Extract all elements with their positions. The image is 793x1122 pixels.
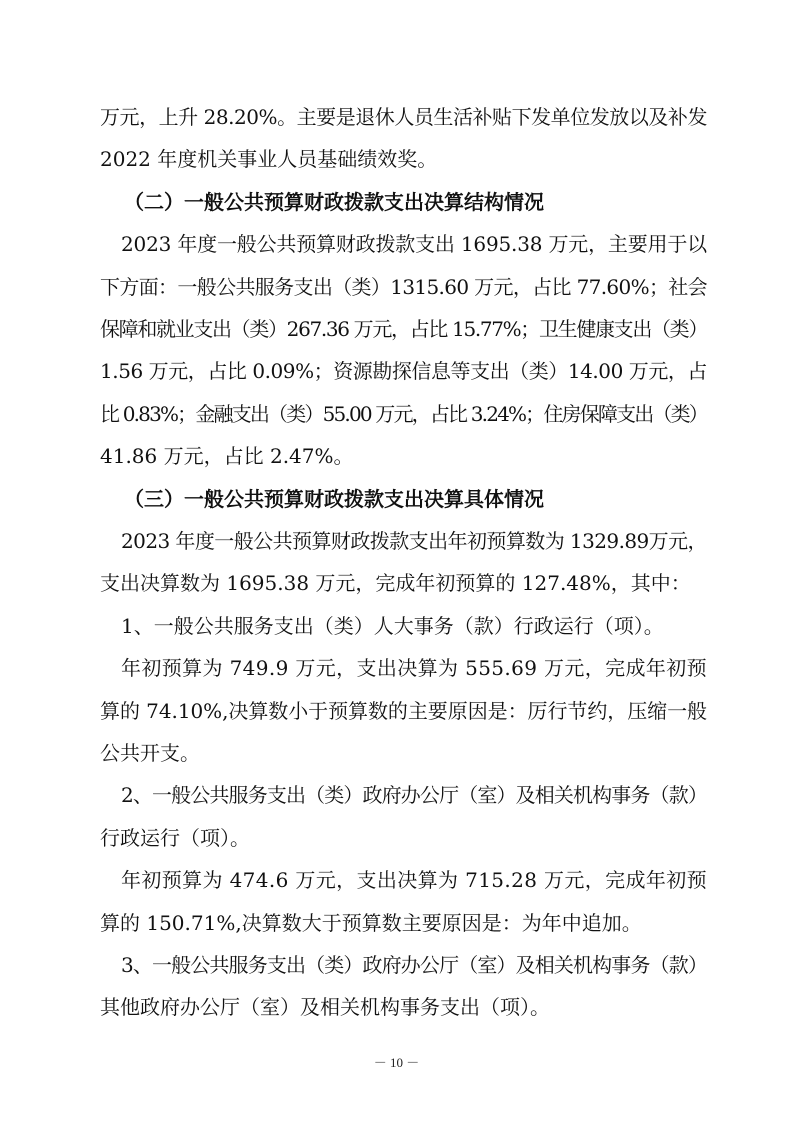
- text-line: [100, 993, 707, 1021]
- text-line: [100, 315, 707, 343]
- text-line-content: 3、一般公共服务支出（类）政府办公厅（室）及相关机构事务（款）: [121, 953, 707, 977]
- text-line: [100, 145, 707, 173]
- text-line: [100, 400, 707, 428]
- text-line-content: 保障和就业支出（类）267.36 万元，占比 15.77%；卫生健康支出（类）: [100, 317, 707, 341]
- text-line-content: 1、一般公共服务支出（类）人大事务（款）行政运行（项）。: [121, 613, 664, 638]
- text-line-content: （三）一般公共预算财政拨款支出决算具体情况: [124, 486, 544, 511]
- text-line: [121, 781, 707, 809]
- text-line: [121, 951, 707, 979]
- text-line: [100, 357, 707, 385]
- section-heading: [124, 485, 707, 513]
- text-line: [100, 824, 707, 852]
- text-line: [100, 739, 707, 767]
- page-number: － 10 －: [373, 1055, 420, 1070]
- text-line-content: 2023 年度一般公共预算财政拨款支出年初预算数为 1329.89万元，: [121, 529, 707, 553]
- text-line-content: （二）一般公共预算财政拨款支出决算结构情况: [124, 189, 544, 214]
- text-line-content: 支出决算数为 1695.38 万元，完成年初预算的 127.48%，其中：: [100, 571, 691, 596]
- text-line-content: 1.56 万元，占比 0.09%；资源勘探信息等支出（类）14.00 万元，占: [100, 359, 707, 384]
- text-line-content: 2、一般公共服务支出（类）政府办公厅（室）及相关机构事务（款）: [121, 783, 707, 808]
- text-line-content: 年初预算为 749.9 万元，支出决算为 555.69 万元，完成年初预: [121, 656, 707, 681]
- text-line-content: 万元，上升 28.20%。主要是退休人员生活补贴下发单位发放以及补发: [100, 105, 707, 129]
- text-line: [121, 527, 707, 555]
- text-line-content: 算的 74.10%,决算数小于预算数的主要原因是：厉行节约，压缩一般: [100, 698, 707, 723]
- section-heading: [124, 188, 707, 216]
- text-line: [100, 442, 707, 470]
- text-line: [100, 103, 707, 131]
- text-line: [100, 909, 707, 937]
- text-line-content: 其他政府办公厅（室）及相关机构事务支出（项）。: [100, 995, 550, 1020]
- text-line-content: 行政运行（项）。: [100, 825, 250, 850]
- text-line: [100, 697, 707, 725]
- text-line: [100, 273, 707, 301]
- text-line: [121, 654, 707, 682]
- text-line-content: 2022 年度机关事业人员基础绩效奖。: [100, 147, 438, 172]
- text-line: [121, 866, 707, 894]
- text-line: [121, 230, 707, 258]
- text-line: [121, 612, 707, 640]
- text-line: [100, 569, 707, 597]
- text-line-content: 算的 150.71%,决算数大于预算数主要原因是：为年中追加。: [100, 910, 642, 935]
- text-line-content: 公共开支。: [100, 741, 200, 765]
- text-line-content: 年初预算为 474.6 万元，支出决算为 715.28 万元，完成年初预: [121, 868, 707, 893]
- text-line-content: 比 0.83%；金融支出（类）55.00 万元，占比 3.24%；住房保障支出（类）: [100, 401, 707, 426]
- text-line-content: 41.86 万元，占比 2.47%。: [100, 444, 354, 469]
- text-line-content: 2023 年度一般公共预算财政拨款支出 1695.38 万元，主要用于以: [121, 232, 707, 257]
- text-line-content: 下方面：一般公共服务支出（类）1315.60 万元，占比 77.60%；社会: [100, 274, 707, 299]
